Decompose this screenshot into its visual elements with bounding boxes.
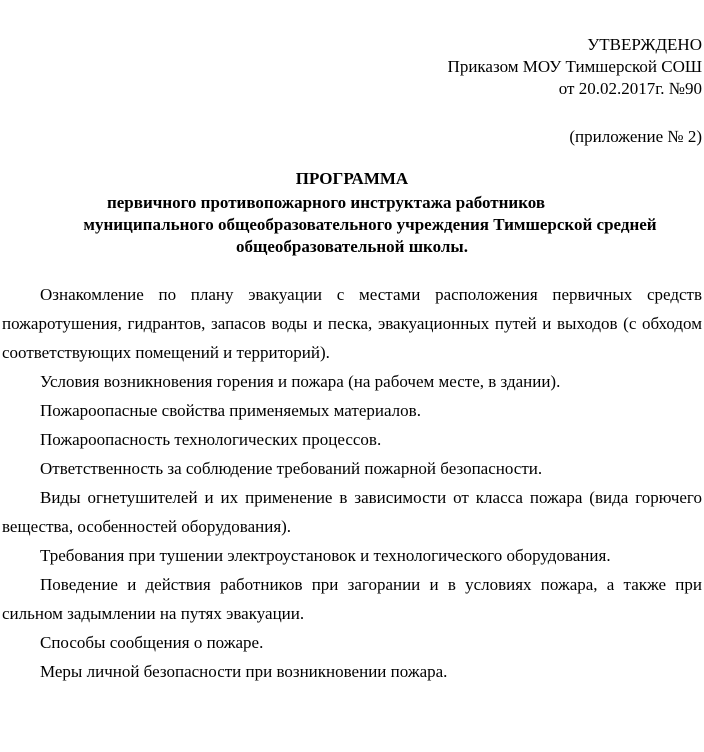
title-line-2: муниципального общеобразовательного учреждения Тимшерской средней <box>83 215 657 234</box>
approval-order: Приказом МОУ Тимшерской СОШ <box>447 57 702 76</box>
program-item: Поведение и действия работников при загорании и в условиях пожара, а также при сильном задымлении на путях эвакуации. <box>2 575 702 623</box>
program-item: Требования при тушении электроустановок и технологического оборудования. <box>40 546 611 565</box>
title-line-1: первичного противопожарного инструктажа работников <box>106 193 546 212</box>
program-item: Пожароопасность технологических процессов. <box>40 430 382 449</box>
program-item: Виды огнетушителей и их применение в зависимости от класса пожара (вида горючего вещества, особенностей оборудования). <box>2 488 702 536</box>
program-item: Способы сообщения о пожаре. <box>40 633 264 652</box>
program-body <box>2 280 702 686</box>
title-line-3: общеобразовательной школы. <box>236 237 468 256</box>
program-item: Условия возникновения горения и пожара (на рабочем месте, в здании). <box>40 372 561 391</box>
document-title <box>0 168 704 258</box>
approval-stamp <box>448 34 702 100</box>
appendix-label: (приложение № 2) <box>569 127 702 146</box>
program-item: Ознакомление по плану эвакуации с местами расположения первичных средств пожаротушения, гидрантов, запасов воды и песка, эвакуационных путей и выходов (с обходом соответствующих помещений и территорий). <box>2 285 702 362</box>
approval-title: УТВЕРЖДЕНО <box>587 35 702 54</box>
program-heading: ПРОГРАММА <box>295 169 409 188</box>
approval-date: от 20.02.2017г. №90 <box>558 79 702 98</box>
program-item: Меры личной безопасности при возникновении пожара. <box>40 662 448 681</box>
program-item: Пожароопасные свойства применяемых материалов. <box>40 401 421 420</box>
program-item: Ответственность за соблюдение требований пожарной безопасности. <box>40 459 543 478</box>
